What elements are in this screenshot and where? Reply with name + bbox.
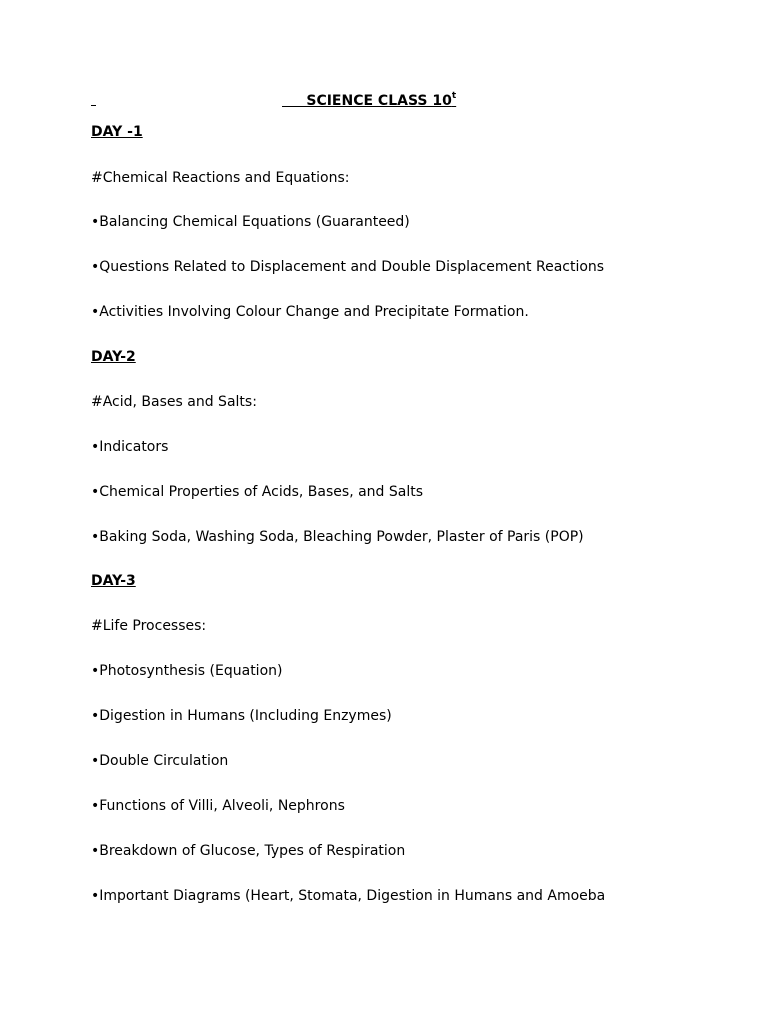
day-1-item: •Activities Involving Colour Change and Precipitate Formation. [91, 304, 529, 320]
day-2-topic: #Acid, Bases and Salts: [91, 394, 257, 410]
day-1-topic: #Chemical Reactions and Equations: [91, 170, 350, 186]
day-3-item: •Important Diagrams (Heart, Stomata, Digestion in Humans and Amoeba [91, 888, 606, 904]
day-3-topic: #Life Processes: [91, 618, 207, 634]
day-2-item: •Chemical Properties of Acids, Bases, and Salts [91, 484, 424, 500]
day-3-item: •Breakdown of Glucose, Types of Respiration [91, 843, 406, 859]
page-title-superscript: t [451, 91, 457, 101]
page-title-text: SCIENCE CLASS 10 [282, 93, 452, 109]
page-title [282, 91, 456, 111]
day-1-item: •Balancing Chemical Equations (Guaranteed) [91, 214, 410, 230]
title-underline-mark [91, 105, 96, 106]
day-2-item: •Baking Soda, Washing Soda, Bleaching Powder, Plaster of Paris (POP) [91, 529, 584, 545]
day-1-heading: DAY -1 [91, 124, 143, 140]
day-3-item: •Photosynthesis (Equation) [91, 663, 283, 679]
day-3-heading: DAY-3 [91, 573, 136, 589]
title-row [91, 91, 471, 111]
day-3-item: •Functions of Villi, Alveoli, Nephrons [91, 798, 345, 814]
day-2-item: •Indicators [91, 439, 169, 455]
day-1-item: •Questions Related to Displacement and Double Displacement Reactions [91, 259, 605, 275]
day-3-item: •Digestion in Humans (Including Enzymes) [91, 708, 392, 724]
day-2-heading: DAY-2 [91, 349, 136, 365]
day-3-item: •Double Circulation [91, 753, 229, 769]
